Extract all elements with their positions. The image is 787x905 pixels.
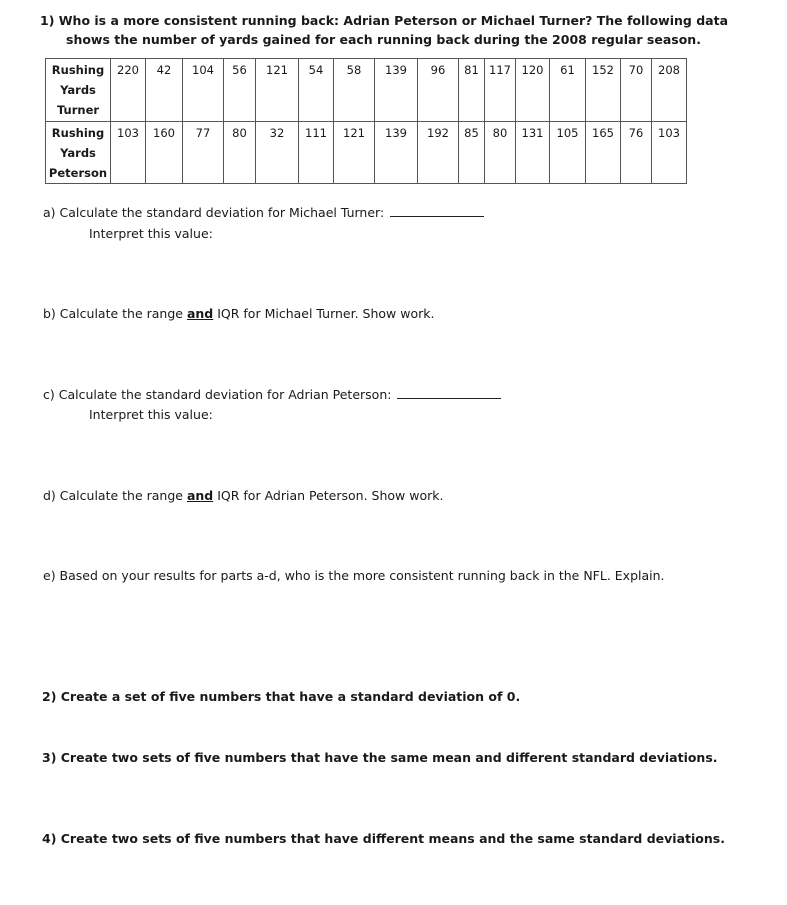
question-3: 3) Create two sets of five numbers that have the same mean and different standard deviations. xyxy=(42,750,718,765)
question-1-title-line-1: 1) Who is a more consistent running back: Adrian Peterson or Michael Turner? The following data xyxy=(40,13,729,28)
part-c-interpret: Interpret this value: xyxy=(89,407,213,422)
turner-value-cell: 220 xyxy=(111,59,146,122)
peterson-value-cell: 192 xyxy=(418,122,459,184)
peterson-value-cell: 77 xyxy=(183,122,224,184)
turner-value-cell: 61 xyxy=(550,59,586,122)
turner-value-cell: 70 xyxy=(621,59,652,122)
turner-row xyxy=(46,59,687,122)
part-d-text-end: IQR for Adrian Peterson. Show work. xyxy=(213,488,444,503)
turner-value-cell: 81 xyxy=(459,59,485,122)
part-d-and-emphasis: and xyxy=(186,488,214,503)
peterson-value-cell: 85 xyxy=(459,122,485,184)
peterson-value-cell: 76 xyxy=(621,122,652,184)
peterson-row-header xyxy=(46,122,111,184)
turner-value-cell: 139 xyxy=(375,59,418,122)
peterson-value-cell: 80 xyxy=(485,122,516,184)
turner-value-cell: 117 xyxy=(485,59,516,122)
peterson-row xyxy=(46,122,687,184)
turner-value-cell: 208 xyxy=(652,59,687,122)
peterson-value-cell: 121 xyxy=(334,122,375,184)
part-e: e) Based on your results for parts a-d, who is the more consistent running back in the NFL. Explain. xyxy=(43,568,665,583)
peterson-value-cell: 105 xyxy=(550,122,586,184)
part-b-and-emphasis: and xyxy=(186,306,214,321)
question-1-title xyxy=(40,11,740,49)
answer-blank-c[interactable] xyxy=(397,397,501,399)
part-a-interpret: Interpret this value: xyxy=(89,226,213,241)
row-header-line: Turner xyxy=(56,103,100,117)
turner-value-cell: 54 xyxy=(299,59,334,122)
part-c xyxy=(43,387,501,402)
turner-value-cell: 104 xyxy=(183,59,224,122)
question-1-title-line-2: shows the number of yards gained for each running back during the 2008 regular season. xyxy=(66,32,701,47)
peterson-value-cell: 80 xyxy=(224,122,256,184)
row-header-line: Rushing xyxy=(51,63,105,77)
question-2: 2) Create a set of five numbers that have a standard deviation of 0. xyxy=(42,689,521,704)
peterson-value-cell: 139 xyxy=(375,122,418,184)
row-header-line: Yards xyxy=(60,83,96,97)
rushing-yards-table xyxy=(45,58,687,184)
peterson-value-cell: 160 xyxy=(146,122,183,184)
question-4: 4) Create two sets of five numbers that have different means and the same standard deviations. xyxy=(42,831,725,846)
turner-value-cell: 120 xyxy=(516,59,550,122)
row-header-line: Peterson xyxy=(48,166,108,180)
answer-blank-a[interactable] xyxy=(390,215,484,217)
peterson-value-cell: 111 xyxy=(299,122,334,184)
peterson-value-cell: 103 xyxy=(111,122,146,184)
peterson-value-cell: 32 xyxy=(256,122,299,184)
part-b-text-start: b) Calculate the range xyxy=(43,306,187,321)
row-header-line: Rushing xyxy=(51,126,105,140)
part-b-text-end: IQR for Michael Turner. Show work. xyxy=(213,306,435,321)
row-header-line: Yards xyxy=(60,146,96,160)
peterson-value-cell: 165 xyxy=(586,122,621,184)
part-d xyxy=(43,488,443,503)
part-b xyxy=(43,306,434,321)
turner-value-cell: 121 xyxy=(256,59,299,122)
turner-value-cell: 58 xyxy=(334,59,375,122)
turner-value-cell: 96 xyxy=(418,59,459,122)
turner-value-cell: 42 xyxy=(146,59,183,122)
peterson-value-cell: 131 xyxy=(516,122,550,184)
part-a-text: a) Calculate the standard deviation for Michael Turner: xyxy=(43,205,385,220)
part-a xyxy=(43,205,484,220)
part-c-text: c) Calculate the standard deviation for Adrian Peterson: xyxy=(43,387,392,402)
part-d-text-start: d) Calculate the range xyxy=(43,488,187,503)
peterson-value-cell: 103 xyxy=(652,122,687,184)
turner-value-cell: 56 xyxy=(224,59,256,122)
turner-value-cell: 152 xyxy=(586,59,621,122)
turner-row-header xyxy=(46,59,111,122)
